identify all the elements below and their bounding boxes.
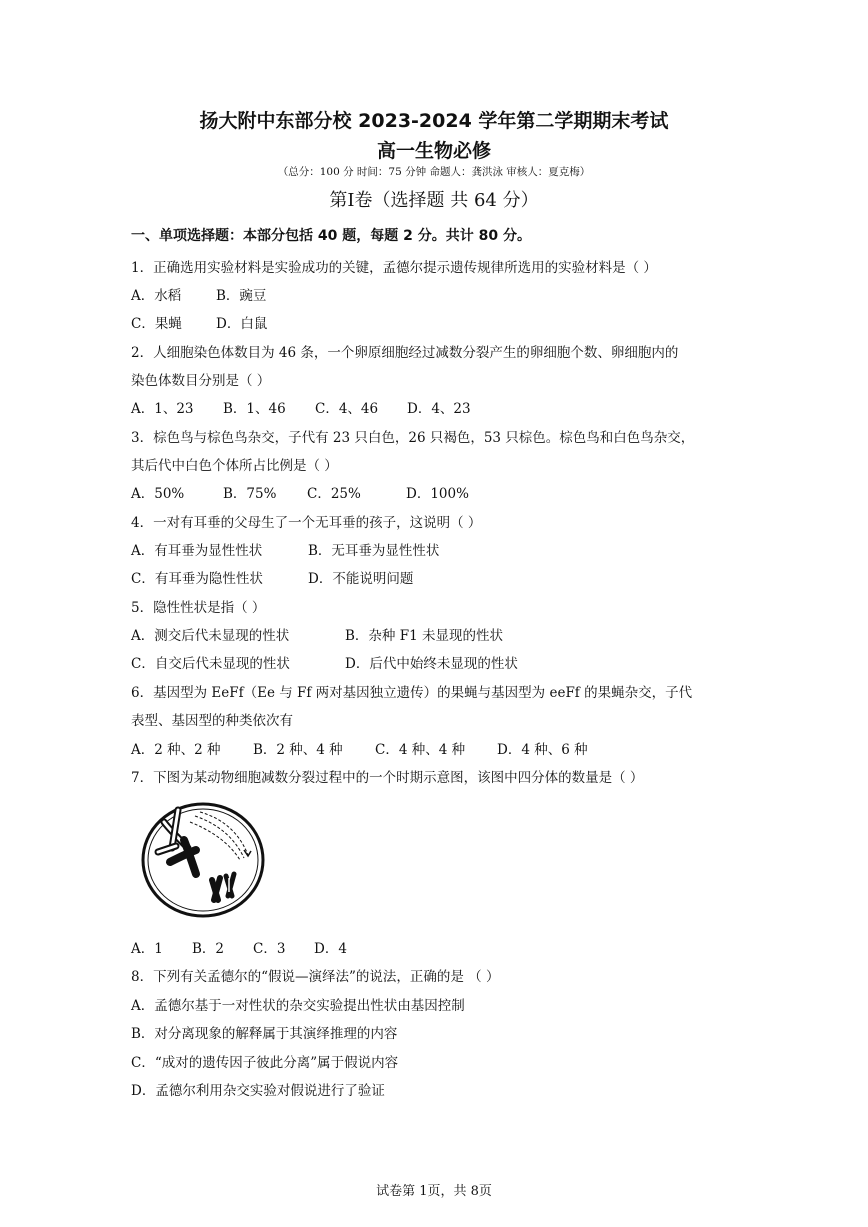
- q2-options: [131, 397, 471, 417]
- q5-option-b: B．杂种 F1 未显现的性状: [345, 628, 503, 644]
- q8-stem: 8．下列有关孟德尔的“假说—演绎法”的说法，正确的是 （ ）: [131, 969, 500, 985]
- q2-stem-line1: 2．人细胞染色体数目为 46 条，一个卵原细胞经过减数分裂产生的卵细胞个数、卵细胞内的: [131, 345, 679, 361]
- q3-option-b: B．75%: [223, 486, 277, 502]
- part-title: 第I卷（选择题 共 64 分）: [329, 190, 539, 211]
- q4-stem: 4．一对有耳垂的父母生了一个无耳垂的孩子，这说明（ ）: [131, 515, 482, 531]
- q6-option-a: A．2 种、2 种: [131, 742, 221, 758]
- q8-option-b: B．对分离现象的解释属于其演绎推理的内容: [131, 1026, 398, 1042]
- q5-option-d: D．后代中始终未显现的性状: [345, 656, 518, 672]
- q2-option-b: B．1、46: [223, 401, 286, 417]
- q3-option-c: C．25%: [307, 486, 361, 502]
- q5-option-a: A．测交后代未显现的性状: [131, 628, 290, 644]
- q4-option-c: C．有耳垂为隐性性状: [131, 571, 263, 587]
- exam-title: 扬大附中东部分校 2023-2024 学年第二学期期末考试: [199, 110, 669, 132]
- q7-stem: 7．下图为某动物细胞减数分裂过程中的一个时期示意图，该图中四分体的数量是（ ）: [131, 770, 644, 786]
- q6-stem-line2: 表型、基因型的种类依次有: [131, 713, 293, 729]
- page-footer: 试卷第 1页，共 8页: [376, 1184, 492, 1199]
- q7-option-a: A．1: [131, 941, 163, 957]
- exam-meta: （总分：100 分 时间：75 分钟 命题人：龚洪泳 审核人：夏克梅）: [277, 166, 591, 178]
- meiosis-cell-figure: [140, 800, 266, 920]
- q5-options-row2: [131, 652, 518, 672]
- q5-stem: 5．隐性性状是指（ ）: [131, 600, 266, 616]
- q7-option-d: D．4: [314, 941, 347, 957]
- q1-option-c: C．果蝇: [131, 316, 182, 332]
- q4-option-d: D．不能说明问题: [308, 571, 414, 587]
- q6-option-c: C．4 种、4 种: [375, 742, 466, 758]
- q1-options-row2: [131, 312, 267, 332]
- q1-option-d: D．白鼠: [216, 316, 268, 332]
- q5-option-c: C．自交后代未显现的性状: [131, 656, 290, 672]
- q4-option-a: A．有耳垂为显性性状: [131, 543, 263, 559]
- q1-option-b: B．豌豆: [216, 288, 267, 304]
- q3-options: [131, 482, 469, 502]
- q3-option-d: D．100%: [406, 486, 469, 502]
- q2-stem-line2: 染色体数目分别是（ ）: [131, 373, 271, 389]
- q1-options-row1: [131, 284, 266, 304]
- q3-stem-line1: 3．棕色鸟与棕色鸟杂交，子代有 23 只白色，26 只褐色，53 只棕色。棕色鸟和白色鸟杂交，: [131, 430, 695, 446]
- q2-option-a: A．1、23: [131, 401, 194, 417]
- q6-options: [131, 738, 588, 758]
- q2-option-d: D．4、23: [407, 401, 471, 417]
- exam-subtitle: 高一生物必修: [376, 140, 491, 162]
- section-heading: 一、单项选择题：本部分包括 40 题，每题 2 分。共计 80 分。: [131, 228, 531, 244]
- q1-stem: 1．正确选用实验材料是实验成功的关键，孟德尔提示遗传规律所选用的实验材料是（ ）: [131, 260, 657, 276]
- q8-option-d: D．孟德尔利用杂交实验对假说进行了验证: [131, 1083, 385, 1099]
- q2-option-c: C．4、46: [315, 401, 379, 417]
- q7-options: [131, 937, 347, 957]
- q3-stem-line2: 其后代中白色个体所占比例是（ ）: [131, 458, 338, 474]
- q8-option-c: C．“成对的遗传因子彼此分离”属于假说内容: [131, 1055, 399, 1071]
- q1-option-a: A．水稻: [131, 288, 182, 304]
- q7-option-c: C．3: [253, 941, 286, 957]
- q4-option-b: B．无耳垂为显性性状: [308, 543, 440, 559]
- q3-option-a: A．50%: [131, 486, 185, 502]
- q5-options-row1: [131, 624, 503, 644]
- q8-option-a: A．孟德尔基于一对性状的杂交实验提出性状由基因控制: [131, 998, 465, 1014]
- q4-options-row1: [131, 539, 439, 559]
- q6-option-d: D．4 种、6 种: [497, 742, 588, 758]
- q6-stem-line1: 6．基因型为 EeFf（Ee 与 Ff 两对基因独立遗传）的果蝇与基因型为 eeFf 的果蝇杂交，子代: [131, 685, 693, 701]
- q6-option-b: B．2 种、4 种: [253, 742, 343, 758]
- q4-options-row2: [131, 567, 413, 587]
- q7-option-b: B．2: [192, 941, 225, 957]
